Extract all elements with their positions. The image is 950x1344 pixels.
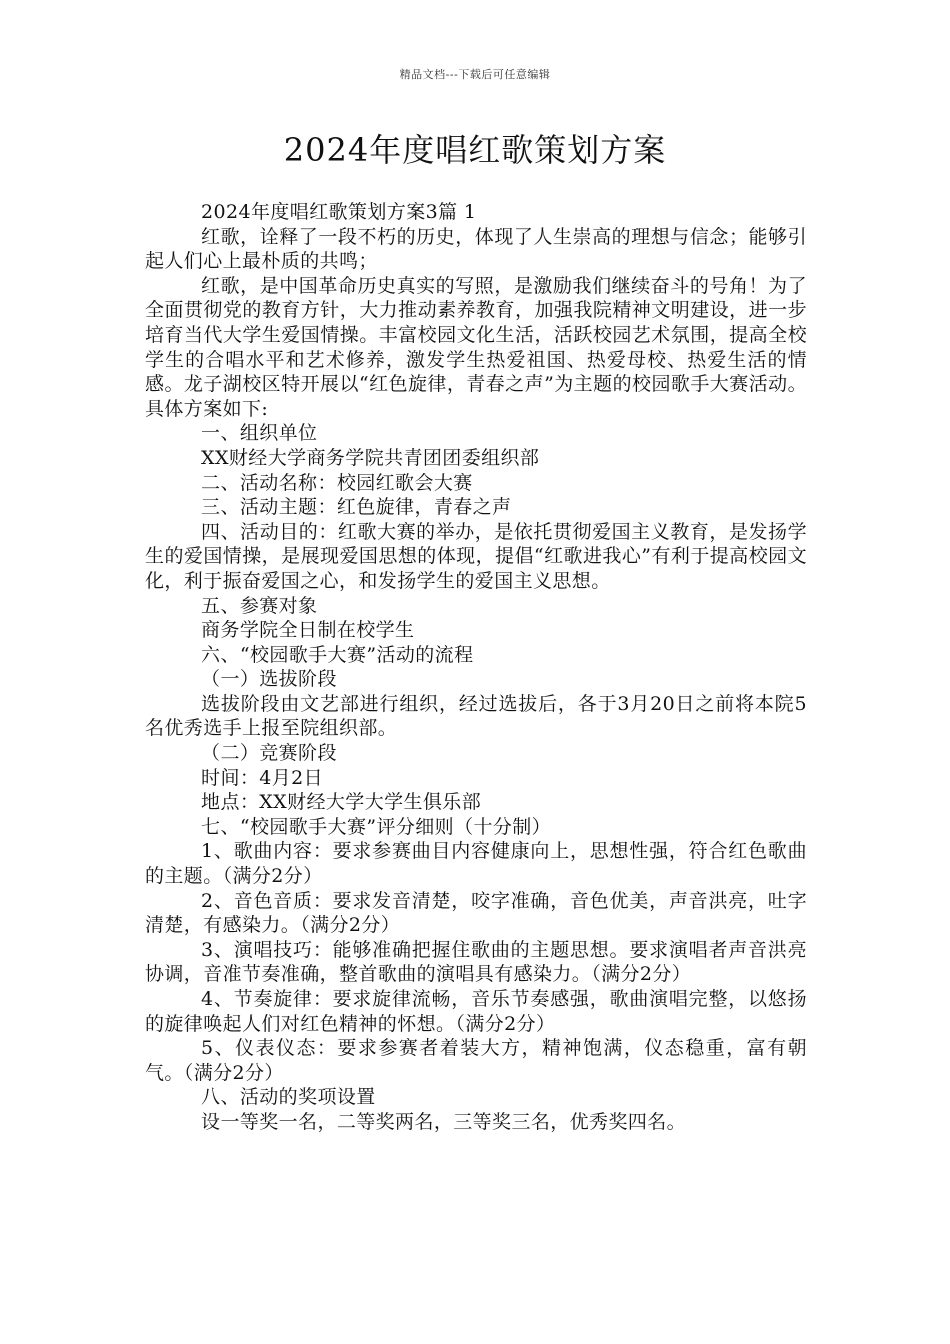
section-heading-scoring: 七、“校园歌手大赛”评分细则（十分制） <box>201 815 552 838</box>
scoring-item: 1、歌曲内容：要求参赛曲目内容健康向上，思想性强，符合红色歌曲的主题。（满分2分） <box>145 840 807 888</box>
subsection-heading-selection: （一）选拔阶段 <box>201 668 337 691</box>
background-paragraph: 红歌，是中国革命历史真实的写照，是激励我们继续奋斗的号角！为了全面贯彻党的教育方针，大力推动素养教育，加强我院精神文明建设，进一步培育当代大学生爱国情操。丰富校园文化生活，活跃校园艺术氛围，提高全校学生的合唱水平和艺术修养，激发学生热爱祖国、热爱母校、热爱生活的情感。龙子湖校区特开展以“红色旋律，青春之声”为主题的校园歌手大赛活动。具体方案如下: <box>145 274 807 420</box>
section-heading-participants: 五、参赛对象 <box>201 594 318 617</box>
organizer-paragraph: XX财经大学商务学院共青团团委组织部 <box>201 446 540 469</box>
section-heading-organizer: 一、组织单位 <box>201 422 318 445</box>
scoring-item: 3、演唱技巧：能够准确把握住歌曲的主题思想。要求演唱者声音洪亮协调，音准节奏准确，整首歌曲的演唱具有感染力。（满分2分） <box>145 938 807 986</box>
scoring-item: 4、节奏旋律：要求旋律流畅，音乐节奏感强，歌曲演唱完整，以悠扬的旋律唤起人们对红色精神的怀想。（满分2分） <box>145 988 807 1035</box>
scoring-item: 2、音色音质：要求发音清楚，咬字准确，音色优美，声音洪亮，吐字清楚，有感染力。（满分2分） <box>145 889 807 937</box>
section-heading-awards: 八、活动的奖项设置 <box>201 1086 376 1109</box>
section-heading-name: 二、活动名称：校园红歌会大赛 <box>201 471 473 494</box>
section-heading-theme: 三、活动主题：红色旋律，青春之声 <box>201 496 512 519</box>
time-paragraph: 时间：4月2日 <box>201 766 324 789</box>
document-title: 2024年度唱红歌策划方案 <box>283 131 667 169</box>
page-header-note: 精品文档---下载后可任意编辑 <box>399 68 551 81</box>
location-paragraph: 地点：XX财经大学大学生俱乐部 <box>201 791 482 814</box>
purpose-paragraph: 四、活动目的：红歌大赛的举办，是依托贯彻爱国主义教育，是发扬学生的爱国情操，是展现爱国思想的体现，提倡“红歌进我心”有利于提高校园文化，利于振奋爱国之心，和发扬学生的爱国主义思想。 <box>145 520 807 592</box>
document-body <box>145 200 807 1135</box>
subsection-heading-competition: （二）竞赛阶段 <box>201 742 337 765</box>
section-heading-process: 六、“校园歌手大赛”活动的流程 <box>201 643 474 666</box>
participants-paragraph: 商务学院全日制在校学生 <box>201 619 415 642</box>
awards-paragraph: 设一等奖一名，二等奖两名，三等奖三名，优秀奖四名。 <box>201 1110 687 1133</box>
subtitle-paragraph: 2024年度唱红歌策划方案3篇 1 <box>201 201 477 223</box>
scoring-item: 5、仪表仪态：要求参赛者着装大方，精神饱满，仪态稳重，富有朝气。（满分2分） <box>145 1037 807 1084</box>
selection-paragraph: 选拔阶段由文艺部进行组织，经过选拔后，各于3月20日之前将本院5名优秀选手上报至院组织部。 <box>145 692 807 740</box>
intro-paragraph: 红歌，诠释了一段不朽的历史，体现了人生崇高的理想与信念；能够引起人们心上最朴质的共鸣； <box>145 225 807 273</box>
